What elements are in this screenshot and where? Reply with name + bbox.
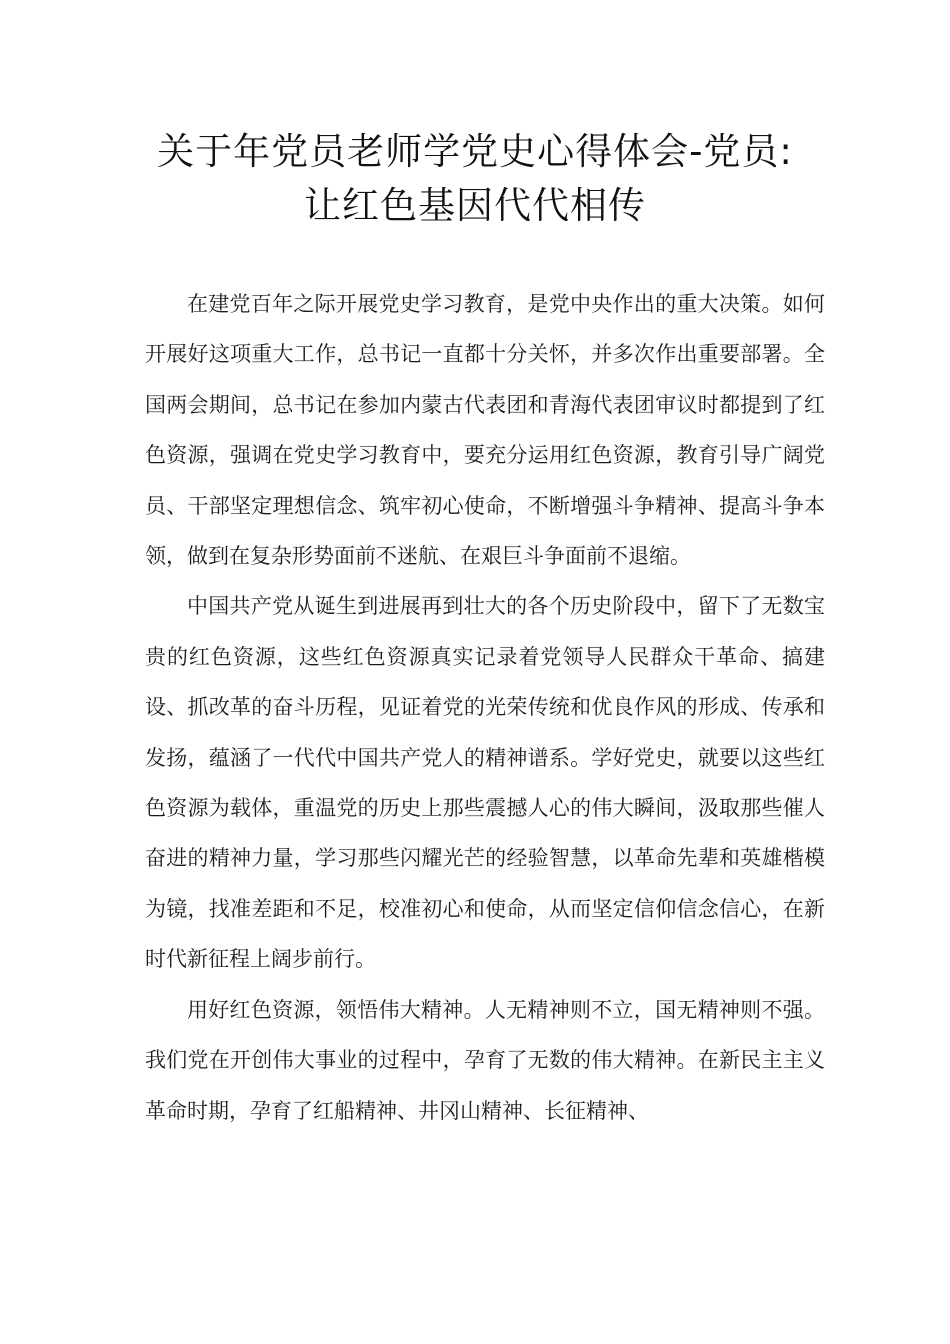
document-title-line-1: 关于年党员老师学党史心得体会-党员: <box>157 130 793 173</box>
paragraph-3: 用好红色资源，领悟伟大精神。人无精神则不立，国无精神则不强。我们党在开创伟大事业的过程中，孕育了无数的伟大精神。在新民主主义革命时期，孕育了红船精神、井冈山精神、长征精神、 <box>145 997 825 1123</box>
paragraph-2: 中国共产党从诞生到进展再到壮大的各个历史阶段中，留下了无数宝贵的红色资源，这些红色资源真实记录着党领导人民群众干革命、搞建设、抓改革的奋斗历程，见证着党的光荣传统和优良作风的形成、传承和发扬，蕴涵了一代代中国共产党人的精神谱系。学好党史，就要以这些红色资源为载体，重温党的历史上那些震撼人心的伟大瞬间，汲取那些催人奋进的精神力量，学习那些闪耀光芒的经验智慧，以革命先辈和英雄楷模为镜，找准差距和不足，校准初心和使命，从而坚定信仰信念信心，在新时代新征程上阔步前行。 <box>145 594 825 972</box>
document-body <box>145 279 825 1136</box>
document-title-line-2: 让红色基因代代相传 <box>304 184 646 227</box>
paragraph-1: 在建党百年之际开展党史学习教育，是党中央作出的重大决策。如何开展好这项重大工作，总书记一直都十分关怀，并多次作出重要部署。全国两会期间，总书记在参加内蒙古代表团和青海代表团审议时都提到了红色资源，强调在党史学习教育中，要充分运用红色资源，教育引导广阔党员、干部坚定理想信念、筑牢初心使命，不断增强斗争精神、提高斗争本领，做到在复杂形势面前不迷航、在艰巨斗争面前不退缩。 <box>145 292 825 569</box>
